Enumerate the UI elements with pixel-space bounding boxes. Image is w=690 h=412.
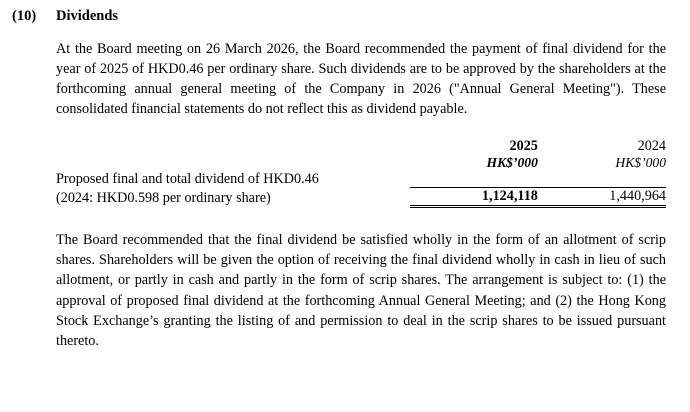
row-value-2025: 1,124,118 [410, 188, 538, 207]
intro-paragraph: At the Board meeting on 26 March 2026, the Board recommended the payment of final dividend for the year of 2025 of HKD0.46 per ordinary share. Such dividends are to be approved by the shareholders at the forthcoming annual general meeting of the Company in 2026 ("Annual General Meeting"). These consolidated financial statements do not reflect this as dividend payable. [56, 41, 666, 118]
header-blank-cell [56, 138, 410, 155]
page-title: Dividends [56, 8, 119, 24]
row-spacer-2024 [538, 171, 666, 188]
table-row [56, 171, 666, 188]
dividend-table [56, 138, 666, 209]
column-header-unit-2024: HK$’000 [615, 154, 666, 170]
table-row [56, 188, 666, 207]
intro-text-block [56, 39, 666, 120]
column-header-unit-2025: HK$’000 [486, 154, 538, 170]
note-heading [12, 8, 674, 25]
table-header-unit-row [56, 155, 666, 171]
row-value-2024: 1,440,964 [538, 188, 666, 207]
header-unit-blank-cell [56, 155, 410, 171]
dividend-table-container [56, 138, 666, 209]
row-label-line-2: (2024: HKD0.598 per ordinary share) [56, 189, 271, 206]
closing-text-block [56, 230, 666, 351]
row-label-line-1: Proposed final and total dividend of HKD0.46 [56, 170, 319, 187]
closing-paragraph: The Board recommended that the final dividend be satisfied wholly in the form of an allotment of scrip shares. Shareholders will be given the option of receiving the final dividend wholly in cash in lieu of such allotment, or partly in cash and partly in the form of scrip shares. The arrangement is subject to: (1) the approval of proposed final dividend at the forthcoming Annual General Meeting; and (2) the Hong Kong Stock Exchange’s granting the listing of and permission to deal in the scrip shares to be issued pursuant thereto. [56, 232, 666, 349]
note-number: (10) [12, 8, 37, 24]
row-spacer-2025 [410, 171, 538, 188]
column-header-year-2025: 2025 [509, 137, 538, 154]
column-header-year-2024: 2024 [637, 137, 666, 154]
table-header-year-row [56, 138, 666, 155]
